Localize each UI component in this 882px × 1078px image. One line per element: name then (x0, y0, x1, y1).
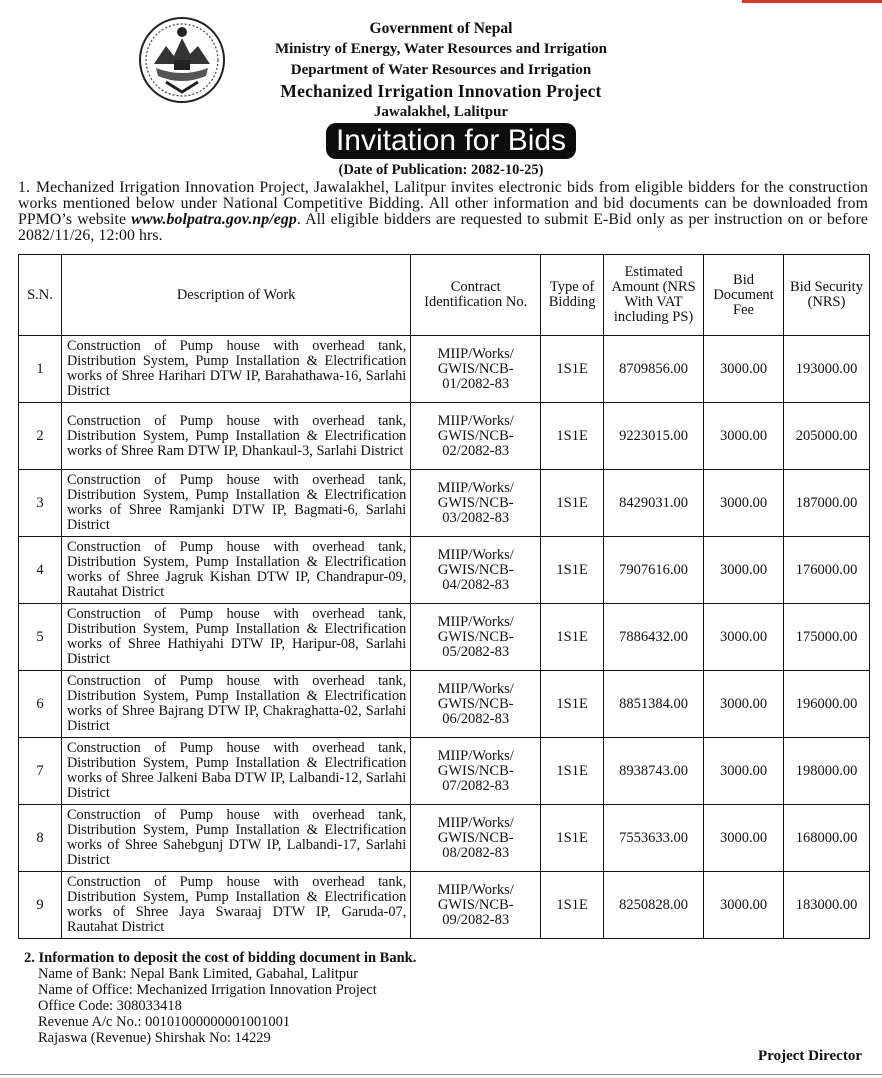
bank-name: Name of Bank: Nepal Bank Limited, Gabahal, Lalitpur (38, 966, 359, 982)
department-line: Department of Water Resources and Irrigation (290, 62, 592, 78)
contract-id-part: MIIP/Works/ (437, 479, 514, 496)
publication-date: (Date of Publication: 2082-10-25) (338, 162, 544, 178)
cell-description: Construction of Pump house with overhead tank, Distribution System, Pump Installation & Electrification works of Shree Jalkeni Baba DTW IP, Lalbandi-12, Sarlahi District (61, 738, 410, 805)
cell-contract-id (411, 671, 541, 738)
contract-id-part: GWIS/NCB- (437, 762, 514, 779)
cell-bid-security: 183000.00 (784, 872, 870, 939)
intro-paragraph (18, 180, 868, 244)
cell-contract-id (411, 537, 541, 604)
website-link[interactable]: www.bolpatra.gov.np/egp (131, 211, 297, 228)
cell-bidding-type: 1S1E (541, 470, 604, 537)
cell-description: Construction of Pump house with overhead tank, Distribution System, Pump Installation & Electrification works of Shree Jaya Swaraaj DTW IP, Garuda-07, Rautahat District (61, 872, 410, 939)
cell-contract-id (411, 470, 541, 537)
contract-id-part: 08/2082-83 (442, 844, 510, 861)
cell-estimated-amount: 8851384.00 (604, 671, 704, 738)
cell-description: Construction of Pump house with overhead tank, Distribution System, Pump Installation & Electrification works of Shree Sahebgunj DTW IP, Lalbandi-17, Sarlahi District (61, 805, 410, 872)
contract-id-part: GWIS/NCB- (437, 427, 514, 444)
cell-contract-id (411, 805, 541, 872)
cell-bid-security: 175000.00 (784, 604, 870, 671)
cell-description: Construction of Pump house with overhead tank, Distribution System, Pump Installation & Electrification works of Shree Jagruk Kishan DTW IP, Chandrapur-09, Rautahat District (61, 537, 410, 604)
cell-contract-id (411, 336, 541, 403)
contract-id-part: 09/2082-83 (442, 911, 510, 928)
cell-sn: 9 (19, 872, 62, 939)
bank-section-title: 2. Information to deposit the cost of bidding document in Bank. (24, 950, 417, 966)
intro-number: 1. (18, 179, 31, 196)
cell-estimated-amount: 9223015.00 (604, 403, 704, 470)
cell-estimated-amount: 8938743.00 (604, 738, 704, 805)
contract-id-part: 03/2082-83 (442, 509, 510, 526)
cell-bid-security: 205000.00 (784, 403, 870, 470)
header-contract-id: Contract Identification No. (411, 255, 541, 336)
cell-bid-security: 187000.00 (784, 470, 870, 537)
cell-contract-id (411, 403, 541, 470)
cell-bid-security: 176000.00 (784, 537, 870, 604)
cell-document-fee: 3000.00 (704, 336, 784, 403)
contract-id-part: GWIS/NCB- (437, 829, 514, 846)
table-row (19, 805, 870, 872)
cell-description: Construction of Pump house with overhead tank, Distribution System, Pump Installation & Electrification works of Shree Harihari DTW IP, Barahathawa-16, Sarlahi District (61, 336, 410, 403)
cell-document-fee: 3000.00 (704, 604, 784, 671)
cell-bidding-type: 1S1E (541, 872, 604, 939)
cell-bid-security: 168000.00 (784, 805, 870, 872)
revenue-account: Revenue A/c No.: 00101000000001001001 (38, 1014, 291, 1030)
cell-sn: 4 (19, 537, 62, 604)
cell-document-fee: 3000.00 (704, 537, 784, 604)
cell-contract-id (411, 872, 541, 939)
contract-id-part: GWIS/NCB- (437, 494, 514, 511)
cell-description: Construction of Pump house with overhead tank, Distribution System, Pump Installation & Electrification works of Shree Ram DTW IP, Dhankaul-3, Sarlahi District (61, 403, 410, 470)
header-bidding-type: Type of Bidding (541, 255, 604, 336)
cell-sn: 1 (19, 336, 62, 403)
contract-id-part: 01/2082-83 (442, 375, 510, 392)
table-row (19, 604, 870, 671)
office-code: Office Code: 308033418 (38, 998, 182, 1014)
cell-sn: 7 (19, 738, 62, 805)
cell-sn: 2 (19, 403, 62, 470)
contract-id-part: 07/2082-83 (442, 777, 510, 794)
header-sn: S.N. (19, 255, 62, 336)
project-line: Mechanized Irrigation Innovation Project (280, 81, 602, 101)
contract-id-part: MIIP/Works/ (437, 613, 514, 630)
cell-estimated-amount: 8429031.00 (604, 470, 704, 537)
contract-id-part: MIIP/Works/ (437, 881, 514, 898)
contract-id-part: GWIS/NCB- (437, 561, 514, 578)
cell-document-fee: 3000.00 (704, 738, 784, 805)
contract-id-part: 02/2082-83 (442, 442, 510, 459)
cell-bidding-type: 1S1E (541, 671, 604, 738)
table-row (19, 671, 870, 738)
cell-bidding-type: 1S1E (541, 604, 604, 671)
cell-estimated-amount: 7907616.00 (604, 537, 704, 604)
intro-text-part1: Mechanized Irrigation Innovation Project, Jawalakhel, Lalitpur invites electronic bids from eligible bidders for the construction works mentioned below under National Competitive Bidding. All other information and bid documents can be downloaded from PPMO’s website (18, 179, 868, 228)
cell-description: Construction of Pump house with overhead tank, Distribution System, Pump Installation & Electrification works of Shree Bajrang DTW IP, Chakraghatta-02, Sarlahi District (61, 671, 410, 738)
cell-estimated-amount: 8250828.00 (604, 872, 704, 939)
contract-id-part: 05/2082-83 (442, 643, 510, 660)
contract-id-part: 06/2082-83 (442, 710, 510, 727)
signature-block: Project Director (758, 1048, 862, 1064)
bank-deposit-section (24, 950, 416, 1046)
cell-sn: 5 (19, 604, 62, 671)
table-row (19, 872, 870, 939)
cell-document-fee: 3000.00 (704, 403, 784, 470)
contract-id-part: GWIS/NCB- (437, 896, 514, 913)
table-row (19, 537, 870, 604)
contract-id-part: MIIP/Works/ (437, 546, 514, 563)
cell-description: Construction of Pump house with overhead tank, Distribution System, Pump Installation & Electrification works of Shree Ramjanki DTW IP, Bagmati-6, Sarlahi District (61, 470, 410, 537)
cell-contract-id (411, 604, 541, 671)
intro-text-part2: . All eligible bidders are requested to submit E-Bid only as per instruction on or before 2082/11/26, 12:00 hrs. (18, 211, 868, 244)
cell-bid-security: 196000.00 (784, 671, 870, 738)
cell-description: Construction of Pump house with overhead tank, Distribution System, Pump Installation & Electrification works of Shree Hathiyahi DTW IP, Haripur-08, Sarlahi District (61, 604, 410, 671)
cell-contract-id (411, 738, 541, 805)
notice-header (0, 0, 882, 128)
table-row (19, 738, 870, 805)
table-row (19, 470, 870, 537)
cell-estimated-amount: 7553633.00 (604, 805, 704, 872)
cell-bid-security: 193000.00 (784, 336, 870, 403)
bids-table (18, 254, 870, 939)
cell-bidding-type: 1S1E (541, 537, 604, 604)
cell-estimated-amount: 8709856.00 (604, 336, 704, 403)
contract-id-part: MIIP/Works/ (437, 747, 514, 764)
cell-sn: 6 (19, 671, 62, 738)
header-document-fee: Bid Document Fee (704, 255, 784, 336)
table-header-row (19, 255, 870, 336)
address-line: Jawalakhel, Lalitpur (373, 104, 509, 120)
contract-id-part: GWIS/NCB- (437, 360, 514, 377)
cell-sn: 8 (19, 805, 62, 872)
page-title: Invitation for Bids (326, 123, 576, 159)
cell-bidding-type: 1S1E (541, 738, 604, 805)
contract-id-part: GWIS/NCB- (437, 695, 514, 712)
government-line: Government of Nepal (369, 20, 513, 37)
cell-document-fee: 3000.00 (704, 671, 784, 738)
contract-id-part: MIIP/Works/ (437, 680, 514, 697)
contract-id-part: MIIP/Works/ (437, 814, 514, 831)
header-estimated-amount: Estimated Amount (NRS With VAT including PS) (604, 255, 704, 336)
ministry-line: Ministry of Energy, Water Resources and Irrigation (274, 41, 608, 57)
contract-id-part: 04/2082-83 (442, 576, 510, 593)
cell-bidding-type: 1S1E (541, 336, 604, 403)
office-name: Name of Office: Mechanized Irrigation Innovation Project (38, 982, 377, 998)
table-row (19, 403, 870, 470)
cell-document-fee: 3000.00 (704, 470, 784, 537)
contract-id-part: MIIP/Works/ (437, 412, 514, 429)
bottom-divider (0, 1074, 882, 1075)
cell-bidding-type: 1S1E (541, 805, 604, 872)
header-description: Description of Work (61, 255, 410, 336)
cell-bid-security: 198000.00 (784, 738, 870, 805)
cell-estimated-amount: 7886432.00 (604, 604, 704, 671)
contract-id-part: MIIP/Works/ (437, 345, 514, 362)
cell-document-fee: 3000.00 (704, 872, 784, 939)
cell-bidding-type: 1S1E (541, 403, 604, 470)
table-row (19, 336, 870, 403)
cell-document-fee: 3000.00 (704, 805, 784, 872)
header-bid-security: Bid Security (NRS) (784, 255, 870, 336)
cell-sn: 3 (19, 470, 62, 537)
rajaswa-shirshak: Rajaswa (Revenue) Shirshak No: 14229 (38, 1030, 271, 1046)
contract-id-part: GWIS/NCB- (437, 628, 514, 645)
